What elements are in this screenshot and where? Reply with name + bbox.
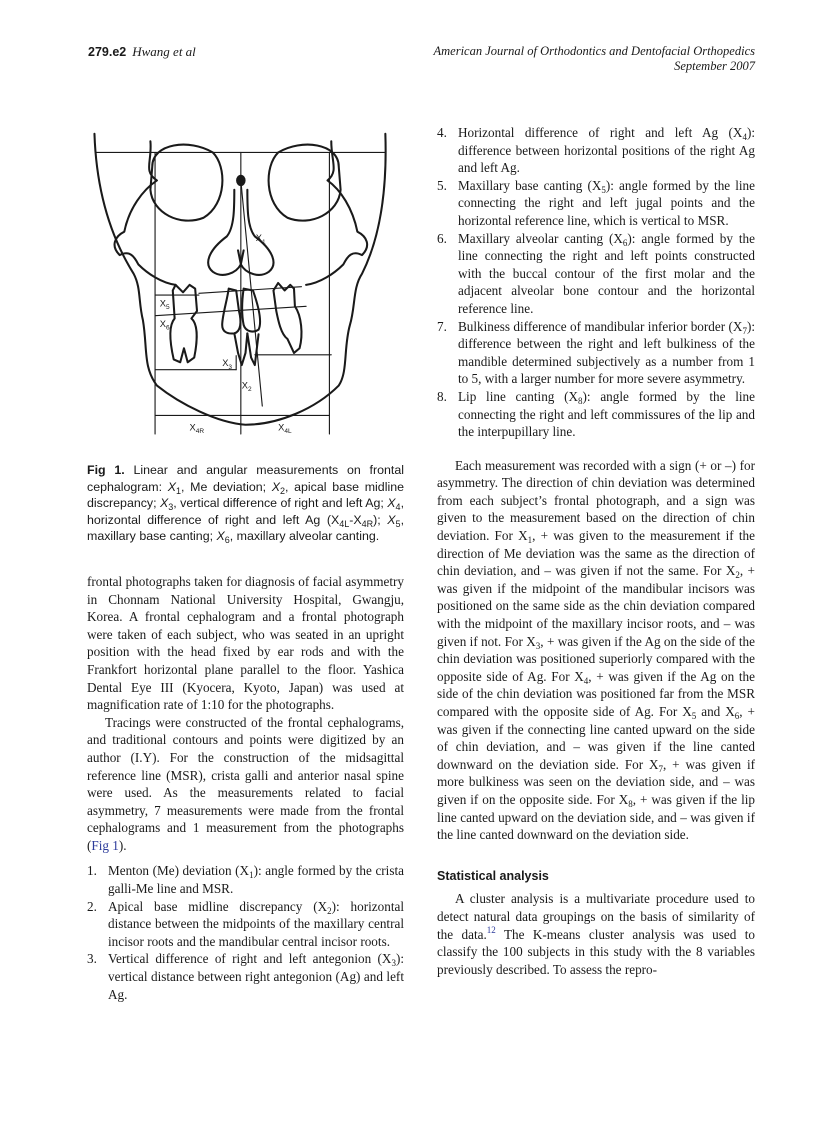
methods-paragraph-2: Tracings were constructed of the frontal cephalograms, and traditional contours and points were digitized by an author (I.Y). For the construction of the midsagittal reference line (MSR), crista galli and anterior nasal spine were used. As the measurements related to facial asymmetry, 7 measurements were made from the frontal cephalograms and 1 measurement from the photographs (Fig 1). (87, 714, 404, 853)
figure-caption: Fig 1. Linear and angular measurements on frontal cephalogram: $X_1$, Me deviation; $X_2$, apical base midline discrepancy; $X_3$, vertical difference of right and left Ag; $X_4$, horizontal difference of right and left Ag $(X_{4L}-X_{4R})$; $X_5$, maxillary base canting; $X_6$, maxillary alveolar canting. (87, 463, 405, 546)
measurement-item: 1. Menton (Me) deviation $(X_1)$: angle formed by the crista galli-Me line and MSR. (87, 863, 404, 897)
measurement-list-part-2 (437, 124, 755, 441)
measurement-item: 3. Vertical difference of right and left antegonion $(X_3)$: vertical distance between right antegonion (Ag) and left Ag. (87, 951, 404, 1002)
label-x1: $X_1$ (255, 233, 266, 246)
page-header (88, 44, 755, 84)
author-running-head: Hwang et al (132, 44, 196, 59)
measurement-item: 8. Lip line canting $(X_8)$: angle formed by the line connecting the right and left commissures of the lip and the interpupillary line. (437, 388, 755, 440)
fig1-link[interactable]: Fig 1 (91, 837, 119, 853)
label-x3: $X_3$ (222, 357, 233, 371)
left-column (87, 118, 404, 1003)
figure-1-cephalogram (87, 118, 404, 448)
right-column (437, 124, 755, 978)
statistics-paragraph: A cluster analysis is a multivariate procedure used to detect natural data groupings on the basis of similarity of the data.$^{12}$ The K-means cluster analysis was used to classify the 100 subjects in this study with the 8 variables previously described. To assess the repro- (437, 891, 756, 977)
label-x4r: $X_{4R}$ (189, 422, 205, 436)
section-heading-statistical-analysis: Statistical analysis (437, 868, 549, 883)
issue-date: September 2007 (674, 59, 755, 73)
label-x2: $X_2$ (241, 380, 252, 394)
figure-label: Fig 1. (87, 463, 125, 477)
running-head-right (434, 44, 756, 74)
cephalogram-tracing (87, 118, 404, 448)
measurement-item: 5. Maxillary base canting $(X_5)$: angle formed by the line connecting the right and left jugal points and the horizontal reference line, which is vertical to MSR. (437, 177, 755, 228)
reference-12-link[interactable]: 12 (486, 924, 496, 935)
measurement-item: 6. Maxillary alveolar canting $(X_6)$: angle formed by the line connecting the right and left points constructed with the buccal contour of the first molar and the adjacent alveolar bone contour and the horizontal reference line. (437, 230, 755, 316)
label-x6: $X_6$ (159, 318, 170, 332)
running-head-left (88, 44, 196, 60)
journal-title: American Journal of Orthodontics and Dentofacial Orthopedics (433, 44, 755, 58)
label-x5: $X_5$ (159, 298, 170, 312)
measurement-item: 4. Horizontal difference of right and left Ag $(X_4)$: difference between horizontal positions of the right Ag and left Ag. (437, 125, 755, 176)
methods-paragraph-1: frontal photographs taken for diagnosis of facial asymmetry in Chonnam National University Hospital, Gwangju, Korea. A frontal cephalogram and a frontal photograph were taken of each subject, who was seated in an upright position with the head fixed by ear rods and with the Frankfort horizontal plane parallel to the floor. Yashica Dental Eye III (Kyocera, Kyoto, Japan) was used at magnification rate of 1:10 for the photographs. (87, 573, 404, 713)
measurement-list-part-1 (87, 862, 404, 1003)
page-number: 279.e2 (88, 45, 127, 59)
measurement-item: 7. Bulkiness difference of mandibular inferior border $(X_7)$: difference between the right and left bulkiness of the mandible determined subjectively as a number from 1 to 5, with a larger number for more severe asymmetry. (437, 318, 755, 387)
measurement-item: 2. Apical base midline discrepancy $(X_2)$: horizontal distance between the midpoints of the maxillary central incisor roots and the mandibular central incisor roots. (87, 898, 405, 949)
sign-convention-paragraph: Each measurement was recorded with a sign (+ or –) for asymmetry. The direction of chin deviation was determined from each subject’s frontal photograph, and a sign was given to the measurement based on the direction of chin deviation. For $X_1$, + was given to the measurement if the direction of Me deviation was the same as the direction of chin deviation, and – was given if not the same. For $X_2$, + was given if the midpoint of the mandibular incisors was positioned on the same side as the chin deviation compared with the midpoint of the maxillary incisor roots, and – was given if not. For $X_3$, + was given if the Ag on the side of the chin deviation was positioned superiorly compared with the opposite side of Ag. For $X_4$, + was given if the Ag on the side of the chin deviation was positioned far from the MSR compared with the opposite side of Ag. For $X_5$ and $X_6$, + was given if the connecting line canted upward on the side of chin deviation, and – was given if the line canted downward on the deviation side. For $X_7$, + was given if more bulkiness was seen on the deviation side, and – was given if on the opposite side. For $X_8$, + was given if the lip line canted upward on the deviation side, and – was given if the line canted downward on the deviation side. (437, 457, 756, 843)
label-x4l: $X_{4L}$ (278, 422, 292, 436)
